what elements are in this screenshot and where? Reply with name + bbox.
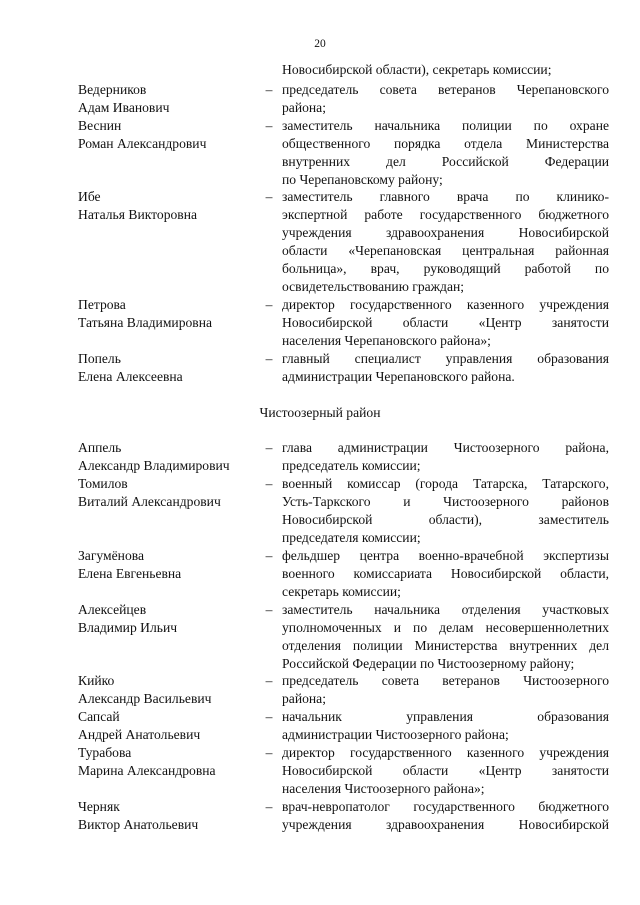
member-position: по Черепановскому району; [282,172,443,187]
member-position: Новосибирской области «Центр занятости [282,315,609,330]
member-position: фельдшер центра военно-врачебной экспертизы [282,548,609,563]
member-name: Турабова [78,745,132,760]
member-position: Новосибирской области), заместитель [282,512,609,527]
dash-separator: – [265,297,273,312]
dash-separator: – [265,476,273,491]
dash-separator: – [265,440,273,455]
member-name: Виктор Анатольевич [78,817,199,832]
dash-separator: – [265,189,273,204]
member-name: Елена Евгеньевна [78,566,182,581]
member-position: председатель совета ветеранов Чистоозерного [282,673,609,688]
member-name: Томилов [78,476,128,491]
member-name: Адам Иванович [78,100,170,115]
member-name: Андрей Анатольевич [78,727,201,742]
member-position: администрации Черепановского района. [282,369,515,384]
member-position: директор государственного казенного учреждения [282,745,609,760]
member-name: Кийко [78,673,115,688]
dash-separator: – [265,602,273,617]
member-position: заместитель начальника полиции по охране [282,118,609,133]
dash-separator: – [265,548,273,563]
member-position: председатель комиссии; [282,458,421,473]
member-position: заместитель начальника отделения участковых [282,602,609,617]
member-name: Александр Владимирович [78,458,230,473]
section-heading: Чистоозерный район [259,405,381,420]
member-position: Усть-Таркского и Чистоозерного районов [282,494,609,509]
member-position: внутренних дел Российской Федерации [282,154,609,169]
page-number: 20 [314,38,326,50]
member-name: Ибе [78,189,101,204]
member-name: Попель [78,351,121,366]
member-position: начальник управления образования [282,709,609,724]
member-position: больница», врач, руководящий работой по [282,261,609,276]
member-name: Черняк [78,799,120,814]
member-name: Татьяна Владимировна [78,315,213,330]
dash-separator: – [265,351,273,366]
dash-separator: – [265,118,273,133]
member-position: общественного порядка отдела Министерства [282,136,609,151]
member-position: области «Черепановская центральная районная [282,243,609,258]
member-name: Сапсай [78,709,120,724]
member-name: Марина Александровна [78,763,216,778]
member-name: Роман Александрович [78,136,207,151]
member-name: Петрова [78,297,126,312]
member-name: Наталья Викторовна [78,207,198,222]
member-position: военный комиссар (города Татарска, Татарского, [282,476,609,491]
member-name: Владимир Ильич [78,620,178,635]
member-position: председателя комиссии; [282,530,421,545]
member-name: Виталий Александрович [78,494,221,509]
dash-separator: – [265,673,273,688]
member-name: Алексейцев [78,602,147,617]
member-name: Аппель [78,440,122,455]
member-position: Новосибирской области), секретарь комиссии; [282,62,552,77]
member-position: учреждения здравоохранения Новосибирской [282,225,609,240]
dash-separator: – [265,709,273,724]
member-position: председатель совета ветеранов Черепановского [282,82,609,97]
member-position: населения Чистоозерного района»; [282,781,485,796]
member-position: секретарь комиссии; [282,584,401,599]
member-position: заместитель главного врача по клинико- [282,189,609,204]
member-position: директор государственного казенного учреждения [282,297,609,312]
member-position: военного комиссариата Новосибирской области, [282,566,609,581]
member-name: Ведерников [78,82,147,97]
member-position: отделения полиции Министерства внутренних дел [282,638,609,653]
member-position: администрации Чистоозерного района; [282,727,509,742]
member-position: района; [282,100,326,115]
dash-separator: – [265,82,273,97]
member-position: Новосибирской области «Центр занятости [282,763,609,778]
member-position: экспертной работе государственного бюджетного [282,207,609,222]
member-position: глава администрации Чистоозерного района, [282,440,609,455]
member-position: населения Черепановского района»; [282,333,491,348]
member-position: района; [282,691,326,706]
member-name: Веснин [78,118,122,133]
member-name: Загумёнова [78,548,145,563]
member-position: освидетельствованию граждан; [282,279,465,294]
dash-separator: – [265,799,273,814]
member-name: Елена Алексеевна [78,369,183,384]
member-position: учреждения здравоохранения Новосибирской [282,817,609,832]
member-position: уполномоченных и по делам несовершеннолетних [282,620,609,635]
member-name: Александр Васильевич [78,691,212,706]
member-position: Российской Федерации по Чистоозерному району; [282,656,575,671]
member-position: врач-невропатолог государственного бюджетного [282,799,609,814]
dash-separator: – [265,745,273,760]
member-position: главный специалист управления образования [282,351,609,366]
